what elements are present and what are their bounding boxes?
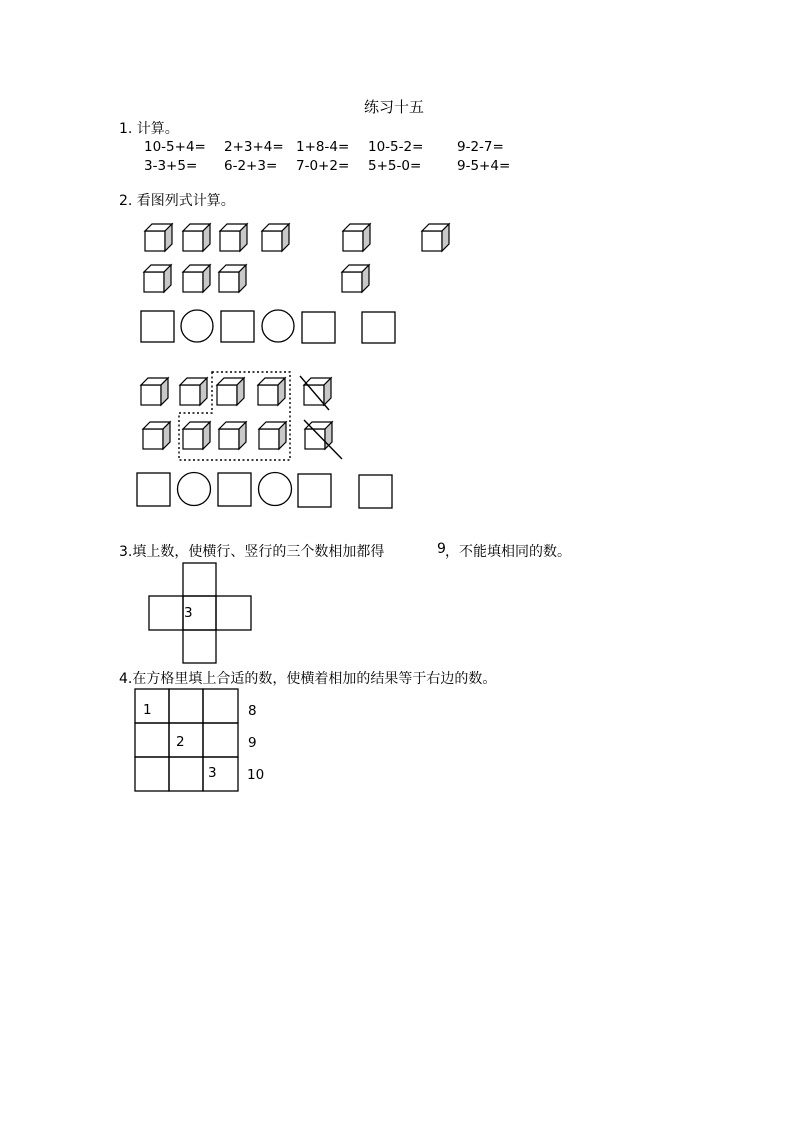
grid-cell-left[interactable] bbox=[149, 596, 183, 630]
grid-cell[interactable] bbox=[135, 757, 169, 791]
cube-icon bbox=[262, 224, 289, 251]
answer-box[interactable] bbox=[221, 311, 254, 342]
grid-cell-bottom[interactable] bbox=[183, 630, 216, 663]
operator-circle[interactable] bbox=[259, 473, 292, 506]
answer-box[interactable] bbox=[218, 473, 251, 506]
row-sum: 10 bbox=[247, 767, 265, 783]
given-number: 1 bbox=[143, 702, 152, 718]
answer-box[interactable] bbox=[137, 473, 170, 506]
cube-icon bbox=[180, 378, 207, 405]
grid-cell bbox=[135, 689, 169, 723]
given-number: 2 bbox=[176, 734, 185, 750]
cube-icon bbox=[259, 422, 286, 449]
expression: 7-0+2= bbox=[296, 158, 350, 174]
grid-cell-top[interactable] bbox=[183, 563, 216, 596]
cube-icon bbox=[183, 265, 210, 292]
grid-cell[interactable] bbox=[203, 689, 238, 723]
question-3-label-end: ，不能填相同的数。 bbox=[445, 544, 571, 560]
cube-icon bbox=[183, 422, 210, 449]
cube-icon bbox=[304, 378, 331, 405]
expression: 9-5+4= bbox=[457, 158, 511, 174]
expression: 2+3+4= bbox=[224, 139, 284, 155]
cross-grid bbox=[149, 563, 251, 663]
grid-cell[interactable] bbox=[169, 757, 203, 791]
expression: 10-5-2= bbox=[368, 139, 424, 155]
answer-box[interactable] bbox=[359, 475, 392, 508]
grid-cell[interactable] bbox=[169, 689, 203, 723]
grid-cell[interactable] bbox=[135, 723, 169, 757]
expression: 1+8-4= bbox=[296, 139, 350, 155]
grid-cell-right[interactable] bbox=[216, 596, 251, 630]
question-3-label: 3.填上数，使横行、竖行的三个数相加都得 bbox=[119, 544, 385, 560]
cube-icon bbox=[258, 378, 285, 405]
cube-icon bbox=[342, 265, 369, 292]
expression: 10-5+4= bbox=[144, 139, 206, 155]
expression: 9-2-7= bbox=[457, 139, 504, 155]
operator-circle[interactable] bbox=[262, 310, 294, 342]
cube-icon bbox=[343, 224, 370, 251]
given-number: 3 bbox=[208, 765, 217, 781]
cube-icon bbox=[141, 378, 168, 405]
expression: 3-3+5= bbox=[144, 158, 198, 174]
answer-box[interactable] bbox=[298, 474, 331, 507]
cross-center-value: 3 bbox=[184, 605, 193, 621]
grid-cell[interactable] bbox=[203, 723, 238, 757]
cube-icon bbox=[219, 265, 246, 292]
expression: 5+5-0= bbox=[368, 158, 422, 174]
grid-cell bbox=[169, 723, 203, 757]
cube-icon bbox=[220, 224, 247, 251]
cube-icon bbox=[217, 378, 244, 405]
cube-icon bbox=[145, 224, 172, 251]
cube-icon bbox=[219, 422, 246, 449]
cube-icon bbox=[143, 422, 170, 449]
answer-box[interactable] bbox=[362, 312, 395, 343]
operator-circle[interactable] bbox=[181, 310, 213, 342]
cube-icon bbox=[144, 265, 171, 292]
question-4-label: 4.在方格里填上合适的数，使横着相加的结果等于右边的数。 bbox=[119, 671, 497, 687]
question-1-label: 1. 计算。 bbox=[119, 121, 179, 137]
question-2-label: 2. 看图列式计算。 bbox=[119, 193, 235, 209]
cube-icon bbox=[183, 224, 210, 251]
question-3-target: 9 bbox=[437, 541, 446, 557]
cube-icon bbox=[422, 224, 449, 251]
answer-box[interactable] bbox=[302, 312, 335, 343]
row-sum: 9 bbox=[248, 735, 257, 751]
row-sum: 8 bbox=[248, 703, 257, 719]
page-title: 练习十五 bbox=[364, 98, 425, 116]
answer-box[interactable] bbox=[141, 311, 174, 342]
expression: 6-2+3= bbox=[224, 158, 278, 174]
operator-circle[interactable] bbox=[178, 473, 211, 506]
